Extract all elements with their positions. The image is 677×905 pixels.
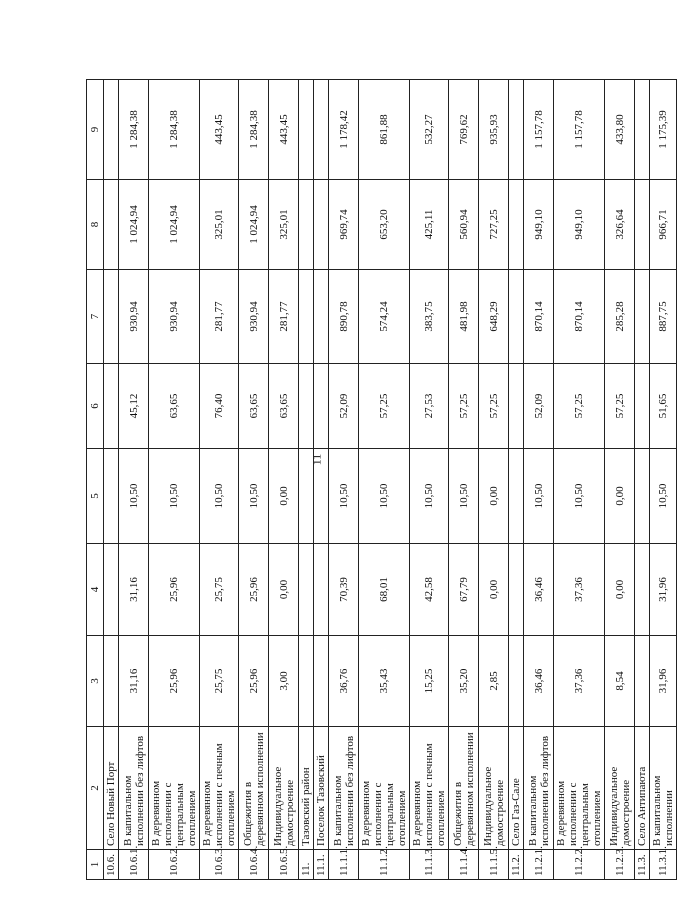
value-cell: 37,36 [554,636,605,727]
rotated-page [86,80,675,880]
row-code: 11.1.1. [329,850,359,880]
value-cell: 35,43 [359,636,410,727]
value-cell: 532,27 [410,80,449,180]
row-code: 11.2.1. [524,850,554,880]
row-name: В деревянном исполнении с печным отоплением [200,727,239,850]
value-cell: 35,20 [449,636,479,727]
value-cell [509,364,524,449]
column-header: 7 [87,270,104,364]
value-cell: 949,10 [524,180,554,270]
value-cell [314,270,329,364]
value-cell: 31,96 [650,636,677,727]
value-cell [635,449,650,544]
value-cell: 870,14 [524,270,554,364]
value-cell: 31,96 [650,544,677,636]
value-cell: 930,94 [119,270,149,364]
row-name: В деревянном исполнении с центральным отоплением [149,727,200,850]
value-cell: 861,88 [359,80,410,180]
value-cell: 890,78 [329,270,359,364]
row-code: 11.1.2. [359,850,410,880]
row-name: Тазовский район [299,727,314,850]
value-cell: 57,25 [605,364,635,449]
column-header: 5 [87,449,104,544]
value-cell [104,364,119,449]
column-header: 1 [87,850,104,880]
row-code: 11. [299,850,314,880]
page-number: 11 [309,453,324,466]
value-cell [299,636,314,727]
column-header: 9 [87,80,104,180]
value-cell: 25,96 [149,544,200,636]
value-cell: 0,00 [269,449,299,544]
value-cell [104,544,119,636]
value-cell: 949,10 [554,180,605,270]
value-cell: 1 157,78 [524,80,554,180]
value-cell: 0,00 [479,449,509,544]
value-cell: 27,53 [410,364,449,449]
value-cell: 935,93 [479,80,509,180]
value-cell: 31,16 [119,636,149,727]
table-row [149,80,200,880]
value-cell [635,180,650,270]
value-cell [314,364,329,449]
value-cell: 325,01 [269,180,299,270]
value-cell: 769,62 [449,80,479,180]
table-row [635,80,650,880]
value-cell: 1 024,94 [239,180,269,270]
value-cell: 37,36 [554,544,605,636]
value-cell: 443,45 [269,80,299,180]
row-code: 11.1. [314,850,329,880]
table-row [329,80,359,880]
value-cell [509,544,524,636]
value-cell: 0,00 [605,449,635,544]
value-cell: 425,11 [410,180,449,270]
row-code: 11.3. [635,850,650,880]
value-cell [635,80,650,180]
value-cell: 281,77 [200,270,239,364]
value-cell: 63,65 [149,364,200,449]
row-name: Индивидуальное домостроение [269,727,299,850]
value-cell [314,80,329,180]
row-code: 10.6.2. [149,850,200,880]
table-row [269,80,299,880]
table-row [314,80,329,880]
value-cell: 63,65 [269,364,299,449]
table-row [410,80,449,880]
value-cell [314,544,329,636]
value-cell: 45,12 [119,364,149,449]
value-cell: 966,71 [650,180,677,270]
row-name: Индивидуальное домостроение [605,727,635,850]
value-cell: 51,65 [650,364,677,449]
value-cell: 10,50 [650,449,677,544]
row-code: 11.3.1. [650,850,677,880]
row-code: 11.1.3. [410,850,449,880]
table-row [524,80,554,880]
header-row [87,80,104,880]
value-cell [635,544,650,636]
column-header: 8 [87,180,104,270]
value-cell: 63,65 [239,364,269,449]
value-cell: 10,50 [554,449,605,544]
value-cell: 57,25 [449,364,479,449]
value-cell [299,80,314,180]
row-name: Поселок Тазовский [314,727,329,850]
row-name: Село Новый Порт [104,727,119,850]
row-name: Индивидуальное домостроение [479,727,509,850]
value-cell [509,180,524,270]
row-name: В капитальном исполнении [650,727,677,850]
value-cell: 0,00 [605,544,635,636]
row-code: 11.2.2. [554,850,605,880]
value-cell: 281,77 [269,270,299,364]
value-cell: 70,39 [329,544,359,636]
value-cell: 57,25 [554,364,605,449]
row-code: 10.6.1. [119,850,149,880]
value-cell: 285,28 [605,270,635,364]
table-row [650,80,677,880]
value-cell: 481,98 [449,270,479,364]
value-cell: 1 284,38 [239,80,269,180]
table-row [554,80,605,880]
value-cell: 325,01 [200,180,239,270]
value-cell: 653,20 [359,180,410,270]
value-cell: 10,50 [119,449,149,544]
value-cell: 0,00 [269,544,299,636]
row-code: 10.6.3. [200,850,239,880]
value-cell: 25,96 [239,636,269,727]
value-cell [509,270,524,364]
value-cell: 1 284,38 [149,80,200,180]
value-cell: 67,79 [449,544,479,636]
value-cell: 1 178,42 [329,80,359,180]
row-name: В деревянном исполнении с печным отоплением [410,727,449,850]
value-cell: 2,85 [479,636,509,727]
column-header: 6 [87,364,104,449]
value-cell: 31,16 [119,544,149,636]
value-cell: 10,50 [149,449,200,544]
value-cell [509,80,524,180]
table-row [449,80,479,880]
value-cell: 36,76 [329,636,359,727]
column-header: 2 [87,727,104,850]
value-cell [314,636,329,727]
row-code: 10.6.5. [269,850,299,880]
value-cell: 930,94 [239,270,269,364]
value-cell [104,449,119,544]
value-cell [299,364,314,449]
value-cell: 36,46 [524,636,554,727]
value-cell [635,636,650,727]
row-code: 11.1.5. [479,850,509,880]
table-row [119,80,149,880]
table-row [104,80,119,880]
value-cell: 648,29 [479,270,509,364]
value-cell: 1 157,78 [554,80,605,180]
row-code: 10.6. [104,850,119,880]
value-cell: 887,75 [650,270,677,364]
value-cell [104,80,119,180]
table-row [200,80,239,880]
value-cell: 57,25 [359,364,410,449]
value-cell [104,270,119,364]
value-cell [299,544,314,636]
value-cell [635,364,650,449]
row-code: 11.2.3. [605,850,635,880]
value-cell: 10,50 [239,449,269,544]
value-cell: 930,94 [149,270,200,364]
column-header: 3 [87,636,104,727]
value-cell: 1 024,94 [119,180,149,270]
table-row [605,80,635,880]
value-cell: 727,25 [479,180,509,270]
value-cell [509,449,524,544]
row-name: Общежития в деревянном исполнении [449,727,479,850]
value-cell: 52,09 [329,364,359,449]
row-code: 11.2. [509,850,524,880]
table-row [479,80,509,880]
value-cell [299,180,314,270]
value-cell: 42,58 [410,544,449,636]
value-cell: 76,40 [200,364,239,449]
value-cell: 443,45 [200,80,239,180]
column-header: 4 [87,544,104,636]
value-cell: 383,75 [410,270,449,364]
value-cell [509,636,524,727]
table-row [239,80,269,880]
value-cell: 10,50 [200,449,239,544]
value-cell: 57,25 [479,364,509,449]
value-cell: 574,24 [359,270,410,364]
value-cell: 1 284,38 [119,80,149,180]
row-code: 11.1.4. [449,850,479,880]
value-cell: 326,64 [605,180,635,270]
value-cell [299,270,314,364]
value-cell: 1 024,94 [149,180,200,270]
table-row [509,80,524,880]
value-cell: 3,00 [269,636,299,727]
row-name: Село Газ-Сале [509,727,524,850]
value-cell: 433,80 [605,80,635,180]
value-cell: 10,50 [359,449,410,544]
value-cell [104,180,119,270]
table-body [87,80,677,880]
row-name: Село Антипаюта [635,727,650,850]
table-row [359,80,410,880]
value-cell: 68,01 [359,544,410,636]
value-cell: 36,46 [524,544,554,636]
value-cell: 10,50 [410,449,449,544]
value-cell: 15,25 [410,636,449,727]
row-name: В деревянном исполнении с центральным отоплением [554,727,605,850]
value-cell: 969,74 [329,180,359,270]
table-row [299,80,314,880]
value-cell: 10,50 [524,449,554,544]
value-cell: 25,96 [239,544,269,636]
value-cell [104,636,119,727]
row-name: В капитальном исполнении без лифтов [524,727,554,850]
row-name: Общежития в деревянном исполнении [239,727,269,850]
value-cell: 8,54 [605,636,635,727]
tariff-table [86,79,677,880]
row-name: В деревянном исполнении с центральным отоплением [359,727,410,850]
value-cell: 870,14 [554,270,605,364]
row-name: В капитальном исполнении без лифтов [119,727,149,850]
value-cell: 10,50 [329,449,359,544]
value-cell: 10,50 [449,449,479,544]
row-name: В капитальном исполнении без лифтов [329,727,359,850]
value-cell: 25,75 [200,544,239,636]
value-cell: 52,09 [524,364,554,449]
value-cell [299,449,314,544]
value-cell: 1 175,39 [650,80,677,180]
value-cell [635,270,650,364]
value-cell: 560,94 [449,180,479,270]
value-cell [314,180,329,270]
row-code: 10.6.4. [239,850,269,880]
value-cell: 0,00 [479,544,509,636]
value-cell: 25,96 [149,636,200,727]
value-cell: 25,75 [200,636,239,727]
value-cell [314,449,329,544]
